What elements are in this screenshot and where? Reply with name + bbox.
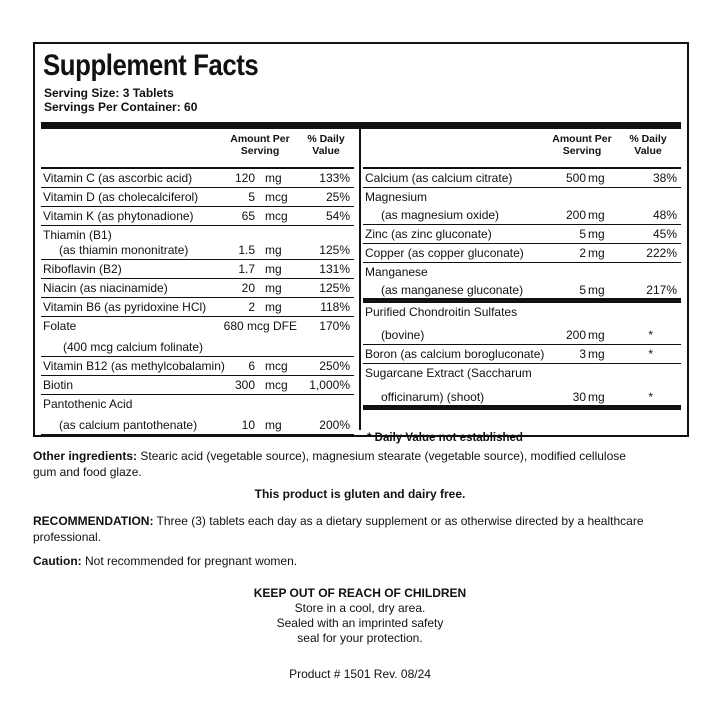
- daily-value: *: [648, 347, 653, 361]
- daily-value: 170%: [319, 319, 350, 333]
- amount-value: 200: [565, 208, 586, 222]
- nutrient-row: [41, 226, 354, 260]
- panel-title: Supplement Facts: [43, 49, 259, 82]
- amount-value: 2: [248, 300, 255, 314]
- warning-heading: KEEP OUT OF REACH OF CHILDREN: [253, 586, 467, 600]
- seal-line-2: seal for your protection.: [297, 631, 423, 645]
- product-revision: Product # 1501 Rev. 08/24: [289, 667, 431, 681]
- amount-unit: mg: [265, 300, 282, 314]
- nutrient-name: Copper (as copper gluconate): [365, 246, 524, 260]
- nutrient-name: Riboflavin (B2): [43, 262, 122, 276]
- servings-per-container: Servings Per Container: 60: [44, 100, 198, 114]
- amount-unit: mg: [588, 390, 605, 404]
- nutrient-row: [41, 298, 354, 317]
- nutrient-source: (400 mcg calcium folinate): [63, 340, 204, 354]
- nutrient-source: (as magnesium oxide): [381, 208, 500, 222]
- daily-value: 217%: [646, 283, 677, 297]
- nutrient-row: [363, 263, 681, 303]
- amount-header: Amount Per Serving: [552, 133, 612, 157]
- nutrient-name: Boron (as calcium borogluconate): [365, 347, 545, 361]
- caution: [33, 553, 693, 569]
- dv-header: % Daily Value: [629, 133, 667, 157]
- nutrient-row: [363, 303, 681, 345]
- amount-value: 5: [579, 227, 586, 241]
- thick-divider: [41, 122, 681, 129]
- amount-unit: mg: [265, 262, 282, 276]
- daily-value: *: [648, 390, 653, 404]
- nutrient-row: [363, 188, 681, 225]
- nutrient-row: [363, 225, 681, 244]
- amount-unit: mg: [588, 208, 605, 222]
- amount-unit: mcg: [265, 359, 288, 373]
- amount-unit: mcg: [265, 209, 288, 223]
- amount-value: 500: [565, 171, 586, 185]
- nutrient-source: (as thiamin mononitrate): [59, 243, 189, 257]
- recommendation-text-1: Three (3) tablets each day as a dietary supplement or as otherwise directed by a healthcare: [153, 514, 644, 528]
- amount-value: 1.5: [238, 243, 255, 257]
- amount-value: 6: [248, 359, 255, 373]
- nutrient-name: Vitamin B6 (as pyridoxine HCl): [43, 300, 207, 314]
- caution-text: Not recommended for pregnant women.: [81, 554, 298, 568]
- amount-unit: mg: [588, 328, 605, 342]
- amount-value: 680 mcg DFE: [223, 319, 297, 333]
- dv-footnote: * Daily Value not established: [367, 432, 523, 444]
- daily-value: 250%: [319, 359, 350, 373]
- daily-value: 1,000%: [309, 378, 350, 392]
- supplement-facts-panel: [33, 42, 689, 444]
- amount-header: Amount Per Serving: [230, 133, 290, 157]
- nutrient-name: Folate: [43, 319, 77, 333]
- nutrient-row: [363, 244, 681, 263]
- nutrient-row: [41, 260, 354, 279]
- caution-label: Caution:: [33, 554, 82, 568]
- nutrient-row: [41, 317, 354, 357]
- nutrient-name: Sugarcane Extract (Saccharum: [365, 366, 532, 380]
- amount-value: 200: [565, 328, 586, 342]
- nutrient-name: Vitamin D (as cholecalciferol): [43, 190, 199, 204]
- other-ingredients: [33, 448, 693, 480]
- nutrient-row: [41, 188, 354, 207]
- seal-line-1: Sealed with an imprinted safety: [276, 616, 444, 630]
- daily-value: 45%: [652, 227, 677, 241]
- amount-value: 2: [579, 246, 586, 260]
- nutrient-row: [41, 169, 354, 188]
- column-divider: [359, 129, 361, 430]
- nutrient-source: (as calcium pantothenate): [59, 418, 198, 432]
- serving-size: Serving Size: 3 Tablets: [44, 86, 174, 100]
- other-ingredients-text-2: gum and food glaze.: [33, 465, 142, 479]
- amount-value: 65: [241, 209, 255, 223]
- nutrient-row: [41, 207, 354, 226]
- dv-header: % Daily Value: [307, 133, 345, 157]
- amount-unit: mg: [588, 347, 605, 361]
- nutrient-row: [41, 395, 354, 435]
- daily-value: 54%: [325, 209, 350, 223]
- daily-value: 48%: [652, 208, 677, 222]
- daily-value: 200%: [319, 418, 350, 432]
- amount-value: 10: [241, 418, 255, 432]
- amount-value: 300: [234, 378, 255, 392]
- nutrient-name: Pantothenic Acid: [43, 397, 133, 411]
- amount-unit: mg: [588, 171, 605, 185]
- amount-value: 1.7: [238, 262, 255, 276]
- daily-value: 38%: [652, 171, 677, 185]
- amount-value: 3: [579, 347, 586, 361]
- amount-unit: mg: [265, 418, 282, 432]
- nutrient-source: (bovine): [381, 328, 425, 342]
- recommendation: [33, 513, 693, 545]
- daily-value: *: [648, 328, 653, 342]
- nutrient-row: [363, 169, 681, 188]
- nutrient-name: Vitamin B12 (as methylcobalamin): [43, 359, 225, 373]
- daily-value: 25%: [325, 190, 350, 204]
- amount-unit: mg: [265, 243, 282, 257]
- nutrient-name: Calcium (as calcium citrate): [365, 171, 513, 185]
- left-nutrient-column: [41, 129, 354, 435]
- amount-unit: mg: [588, 246, 605, 260]
- daily-value: 118%: [320, 300, 350, 314]
- nutrient-name: Purified Chondroitin Sulfates: [365, 305, 518, 319]
- nutrient-row: [363, 345, 681, 364]
- nutrient-name: Biotin: [43, 378, 74, 392]
- nutrient-source: officinarum) (shoot): [381, 390, 485, 404]
- nutrient-name: Zinc (as zinc gluconate): [365, 227, 492, 241]
- nutrient-name: Vitamin K (as phytonadione): [43, 209, 194, 223]
- amount-unit: mg: [265, 171, 282, 185]
- daily-value: 125%: [319, 243, 350, 257]
- amount-unit: mg: [588, 283, 605, 297]
- nutrient-name: Vitamin C (as ascorbic acid): [43, 171, 193, 185]
- daily-value: 133%: [319, 171, 350, 185]
- left-column-header: [41, 129, 354, 169]
- nutrient-source: (as manganese gluconate): [381, 283, 524, 297]
- nutrient-row: [41, 357, 354, 376]
- other-ingredients-text-1: Stearic acid (vegetable source), magnesium stearate (vegetable source), modified cellulose: [137, 449, 626, 463]
- amount-value: 120: [234, 171, 255, 185]
- daily-value: 125%: [319, 281, 350, 295]
- nutrient-name: Magnesium: [365, 190, 428, 204]
- amount-value: 30: [572, 390, 586, 404]
- amount-unit: mcg: [265, 190, 288, 204]
- nutrient-name: Niacin (as niacinamide): [43, 281, 168, 295]
- storage-line: Store in a cool, dry area.: [294, 601, 426, 615]
- nutrient-row: [41, 279, 354, 298]
- right-column-header: [363, 129, 681, 169]
- amount-value: 5: [579, 283, 586, 297]
- nutrient-name: Manganese: [365, 265, 428, 279]
- amount-unit: mcg: [265, 378, 288, 392]
- nutrient-name: Thiamin (B1): [43, 228, 112, 242]
- gluten-dairy-free-note: This product is gluten and dairy free.: [254, 487, 466, 501]
- nutrient-row: [363, 364, 681, 410]
- daily-value: 131%: [319, 262, 350, 276]
- amount-unit: mg: [265, 281, 282, 295]
- other-ingredients-label: Other ingredients:: [33, 449, 138, 463]
- right-nutrient-column: [363, 129, 681, 444]
- recommendation-label: RECOMMENDATION:: [33, 514, 154, 528]
- recommendation-text-2: professional.: [33, 530, 102, 544]
- amount-value: 5: [248, 190, 255, 204]
- nutrient-row: [41, 376, 354, 395]
- daily-value: 222%: [646, 246, 677, 260]
- amount-unit: mg: [588, 227, 605, 241]
- amount-value: 20: [241, 281, 255, 295]
